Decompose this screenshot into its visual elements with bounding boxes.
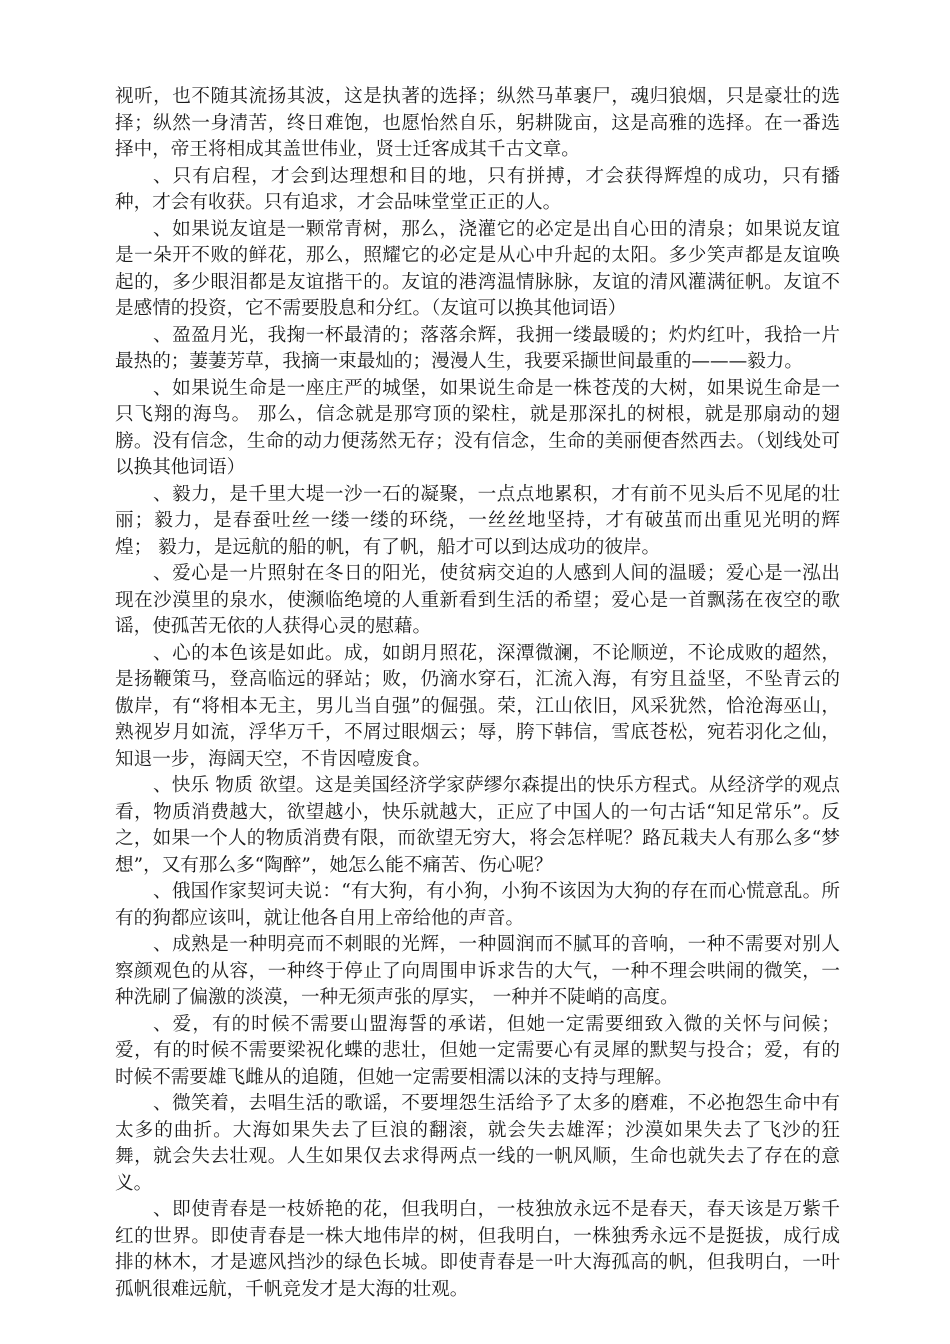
paragraph-happiness-equation: 、快乐 物质 欲望。这是美国经济学家萨缪尔森提出的快乐方程式。从经济学的观点看，物质消费越大，欲望越小，快乐就越大，正应了中国人的一句古话“知足常乐”。反之，如果一个人的物质消费有限，而欲望无穷大，将会怎样呢？路瓦栽夫人有那么多“梦想”，又有那么多“陶醉”，她怎么能不痛苦、伤心呢？ bbox=[115, 775, 840, 876]
document-page bbox=[115, 84, 840, 1303]
paragraph-moonlight: 、盈盈月光，我掬一杯最清的；落落余辉，我拥一缕最暖的；灼灼红叶，我拾一片最热的；萋萋芳草，我摘一束最灿的；漫漫人生，我要采撷世间最重的———毅力。 bbox=[115, 324, 840, 372]
paragraph-compassion: 、爱心是一片照射在冬日的阳光，使贫病交迫的人感到人间的温暖；爱心是一泓出现在沙漠里的泉水，使濒临绝境的人重新看到生活的希望；爱心是一首飘荡在夜空的歌谣，使孤苦无依的人获得心灵的慰藉。 bbox=[115, 563, 840, 637]
paragraph-willpower: 、毅力，是千里大堤一沙一石的凝聚，一点点地累积，才有前不见头后不见尾的壮丽；毅力，是春蚕吐丝一缕一缕的环绕，一丝丝地坚持，才有破茧而出重见光明的辉煌； 毅力，是远航的船的帆，有了帆，船才可以到达成功的彼岸。 bbox=[115, 483, 840, 558]
paragraph-youth: 、即使青春是一枝娇艳的花，但我明白，一枝独放永远不是春天，春天该是万紫千红的世界。即使青春是一株大地伟岸的树，但我明白，一株独秀永远不是挺拔，成行成排的林木，才是遮风挡沙的绿色长城。即使青春是一叶大海孤高的帆，但我明白，一叶孤帆很难远航，千帆竞发才是大海的壮观。 bbox=[115, 1199, 840, 1300]
paragraph-friendship: 、如果说友谊是一颗常青树，那么，浇灌它的必定是出自心田的清泉；如果说友谊是一朵开不败的鲜花，那么，照耀它的必定是从心中升起的太阳。多少笑声都是友谊唤起的，多少眼泪都是友谊揩干的。友谊的港湾温情脉脉，友谊的清风灌满征帆。友谊不是感情的投资，它不需要股息和分红。（友谊可以换其他词语） bbox=[115, 218, 840, 319]
paragraph-persistence: 、只有启程，才会到达理想和目的地，只有拼搏，才会获得辉煌的成功，只有播种，才会有收获。只有追求，才会品味堂堂正正的人。 bbox=[115, 165, 840, 213]
paragraph-heart-nature: 、心的本色该是如此。成，如朗月照花，深潭微澜，不论顺逆，不论成败的超然，是扬鞭策马，登高临远的驿站；败，仍滴水穿石，汇流入海，有穷且益坚，不坠青云的傲岸，有“将相本无主，男儿当自强”的倔强。荣，江山依旧，风采犹然，恰沧海巫山，熟视岁月如流，浮华万千，不屑过眼烟云；辱，胯下韩信，雪底苍松，宛若羽化之仙，知退一步，海阔天空，不肯因噎废食。 bbox=[115, 642, 840, 770]
paragraph-life-belief: 、如果说生命是一座庄严的城堡，如果说生命是一株苍茂的大树，如果说生命是一只飞翔的海鸟。 那么，信念就是那穹顶的梁柱，就是那深扎的树根，就是那扇动的翅膀。没有信念，生命的动力便荡然无存；没有信念，生命的美丽便杳然西去。（划线处可以换其他词语） bbox=[115, 377, 840, 478]
paragraph-maturity: 、成熟是一种明亮而不刺眼的光辉，一种圆润而不腻耳的音响，一种不需要对别人察颜观色的从容，一种终于停止了向周围申诉求告的大气，一种不理会哄闹的微笑，一种洗刷了偏激的淡漠，一种无须声张的厚实， 一种并不陡峭的高度。 bbox=[115, 934, 840, 1008]
paragraph-chekhov-quote: 、俄国作家契诃夫说：“有大狗，有小狗，小狗不该因为大狗的存在而心慌意乱。所有的狗都应该叫，就让他各自用上帝给他的声音。 bbox=[115, 881, 840, 929]
paragraph-smile: 、微笑着，去唱生活的歌谣，不要埋怨生活给予了太多的磨难，不必抱怨生命中有太多的曲折。大海如果失去了巨浪的翻滚，就会失去雄浑；沙漠如果失去了飞沙的狂舞，就会失去壮观。人生如果仅去求得两点一线的一帆风顺，生命也就失去了存在的意义。 bbox=[115, 1093, 840, 1194]
paragraph-continuation: 视听，也不随其流扬其波，这是执著的选择；纵然马革裹尸，魂归狼烟，只是豪壮的选择；纵然一身清苦，终日难饱，也愿怡然自乐，躬耕陇亩，这是高雅的选择。在一番选择中，帝王将相成其盖世伟业，贤士迁客成其千古文章。 bbox=[115, 86, 840, 160]
paragraph-love: 、爱，有的时候不需要山盟海誓的承诺，但她一定需要细致入微的关怀与问候；爱，有的时候不需要梁祝化蝶的悲壮，但她一定需要心有灵犀的默契与投合；爱，有的时候不需要雄飞雌从的追随，但她一定需要相濡以沫的支持与理解。 bbox=[115, 1013, 840, 1088]
